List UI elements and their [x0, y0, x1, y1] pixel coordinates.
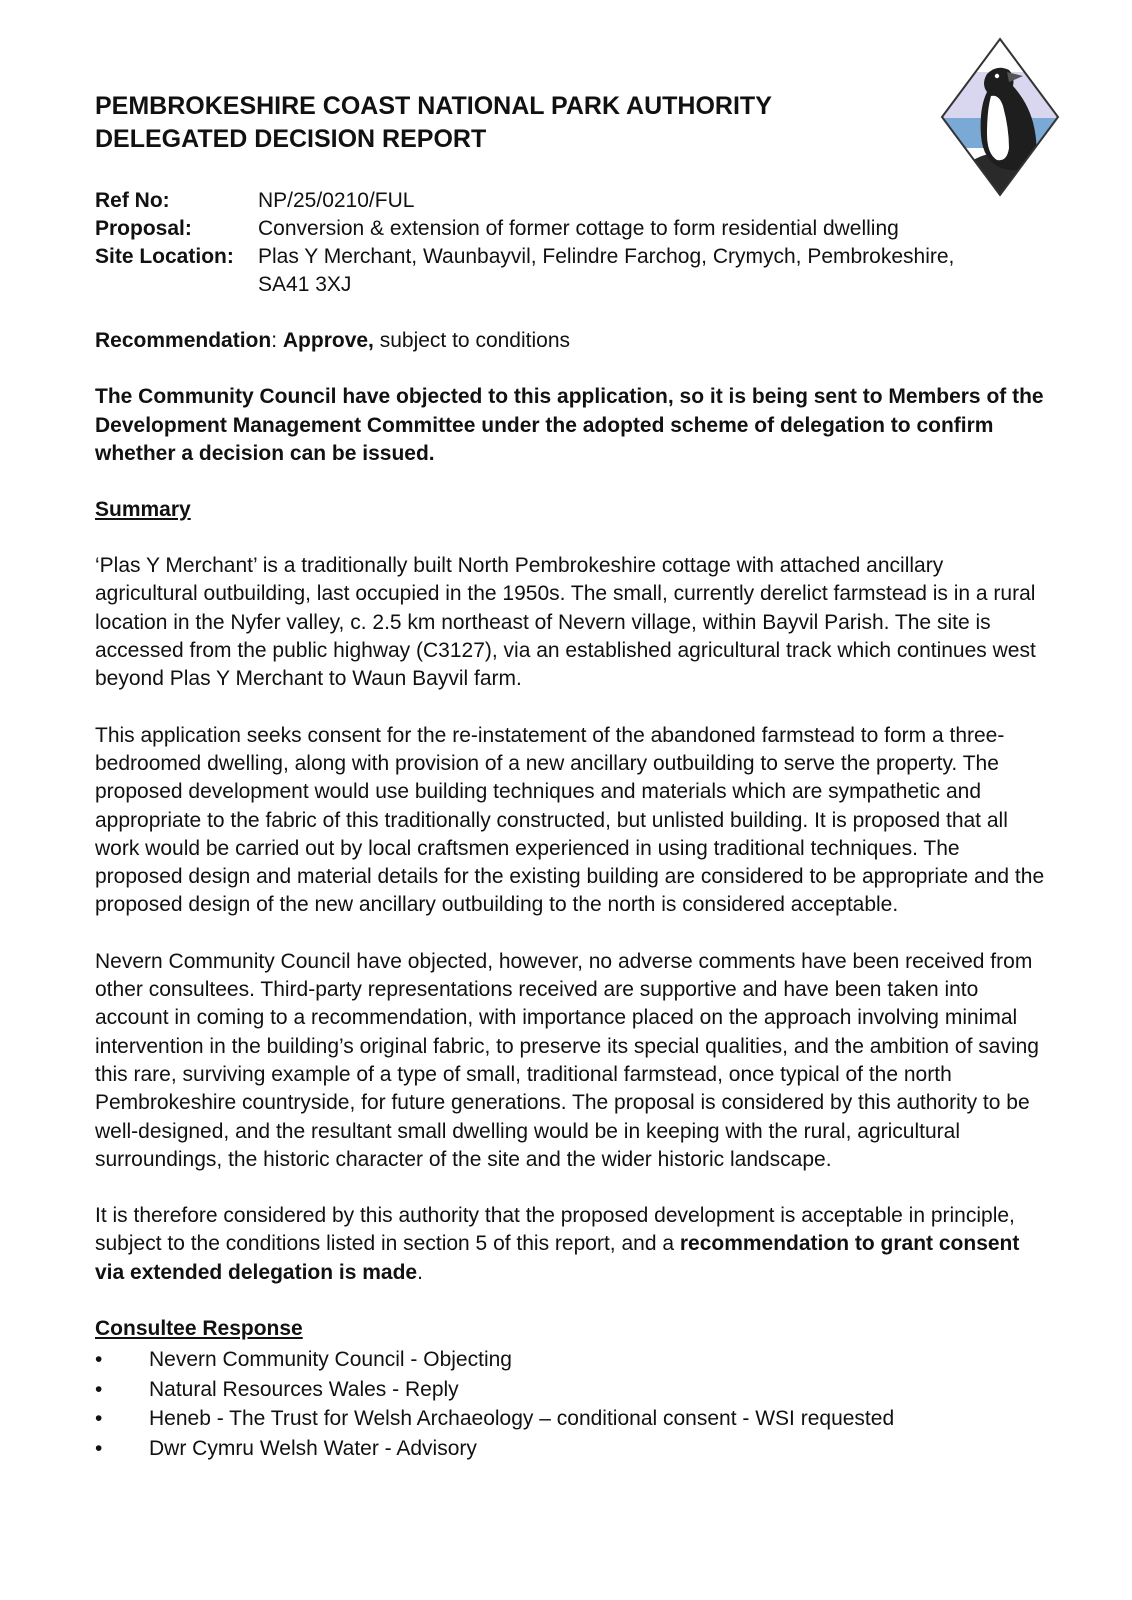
site-location-label: Site Location: — [95, 245, 234, 268]
bullet-icon: • — [95, 1407, 103, 1431]
bullet-icon: • — [95, 1377, 103, 1401]
proposal-value: Conversion & extension of former cottage to form residential dwelling — [258, 217, 899, 240]
consultee-item: Heneb - The Trust for Welsh Archaeology – conditional consent - WSI requested — [149, 1407, 895, 1431]
summary-heading: Summary — [95, 498, 191, 522]
consultee-item: Natural Resources Wales - Reply — [149, 1377, 459, 1401]
consultee-response-heading: Consultee Response — [95, 1317, 303, 1341]
recommendation — [95, 327, 1045, 355]
proposal-row — [95, 215, 1045, 243]
summary-paragraph-3: Nevern Community Council have objected, however, no adverse comments have been received from other consultees. Third-party representations received are supportive and have been taken into account in coming to a recommendation, with importance placed on the approach involving minimal intervention in the building’s original fabric, to preserve its special qualities, and the ambition of saving this rare, surviving example of a type of small, traditional farmstead, once typical of the north Pembrokeshire countryside, for future generations. The proposal is considered by this authority to be well-designed, and the resultant small dwelling would be in keeping with the rural, agricultural surroundings, the historic character of the site and the wider historic landscape. — [95, 949, 1039, 1171]
consultee-list — [95, 1345, 1045, 1463]
site-location-line-1: Plas Y Merchant, Waunbayvil, Felindre Farchog, Crymych, Pembrokeshire, — [258, 245, 955, 268]
title-line-2: DELEGATED DECISION REPORT — [95, 125, 487, 153]
proposal-label: Proposal: — [95, 217, 192, 240]
document-title — [95, 90, 1045, 156]
consultee-item: Dwr Cymru Welsh Water - Advisory — [149, 1436, 477, 1460]
consultee-item: Nevern Community Council - Objecting — [149, 1348, 512, 1372]
summary-paragraph-4-start: It is therefore considered by this authority that the proposed development is acceptable in principle, subject to the conditions listed in section 5 of this report, and a — [95, 1204, 1015, 1256]
ref-label: Ref No: — [95, 189, 170, 212]
ref-value: NP/25/0210/FUL — [258, 189, 415, 212]
title-line-1: PEMBROKESHIRE COAST NATIONAL PARK AUTHORITY — [95, 92, 772, 120]
bullet-icon: • — [95, 1348, 103, 1372]
summary-paragraph-4-bold: recommendation to grant consent via extended delegation is made — [95, 1232, 1020, 1284]
site-location-line-2: SA41 3XJ — [258, 273, 352, 296]
summary-paragraph-4 — [95, 1202, 1045, 1287]
list-item — [95, 1404, 1045, 1434]
recommendation-label: Recommendation — [95, 329, 272, 352]
recommendation-rest: subject to conditions — [373, 329, 571, 352]
list-item — [95, 1345, 1045, 1375]
recommendation-separator: : — [271, 329, 283, 352]
list-item — [95, 1434, 1045, 1464]
summary-paragraph-1: ‘Plas Y Merchant’ is a traditionally built North Pembrokeshire cottage with attached ancillary agricultural outbuilding, last occupied in the 1950s. The small, currently derelict farmstead is in a rural location in the Nyfer valley, c. 2.5 km northeast of Nevern village, within Bayvil Parish. The site is accessed from the public highway (C3127), via an established agricultural track which continues west beyond Plas Y Merchant to Waun Bayvil farm. — [95, 554, 1036, 691]
application-details — [95, 187, 1045, 299]
ref-row — [95, 187, 1045, 215]
site-location-value — [258, 243, 1045, 299]
summary-paragraph-2: This application seeks consent for the re-instatement of the abandoned farmstead to form a three-bedroomed dwelling, along with provision of a new ancillary outbuilding to serve the property. The proposed development would use building techniques and materials which are sympathetic and appropriate to the fabric of this traditionally constructed, but unlisted building. It is proposed that all work would be carried out by local craftsmen experienced in using traditional techniques. The proposed design and material details for the existing building are considered to be appropriate and the proposed design of the new ancillary outbuilding to the north is considered acceptable. — [95, 723, 1045, 917]
recommendation-decision: Approve, — [282, 329, 374, 352]
site-location-row — [95, 243, 1045, 299]
summary-paragraph-4-end: . — [417, 1260, 423, 1284]
bullet-icon: • — [95, 1436, 103, 1460]
committee-notice: The Community Council have objected to this application, so it is being sent to Members of the Development Management Committee under the adopted scheme of delegation to confirm whether a decision can be issued. — [95, 385, 1044, 465]
document-page — [95, 90, 1045, 1463]
list-item — [95, 1375, 1045, 1405]
